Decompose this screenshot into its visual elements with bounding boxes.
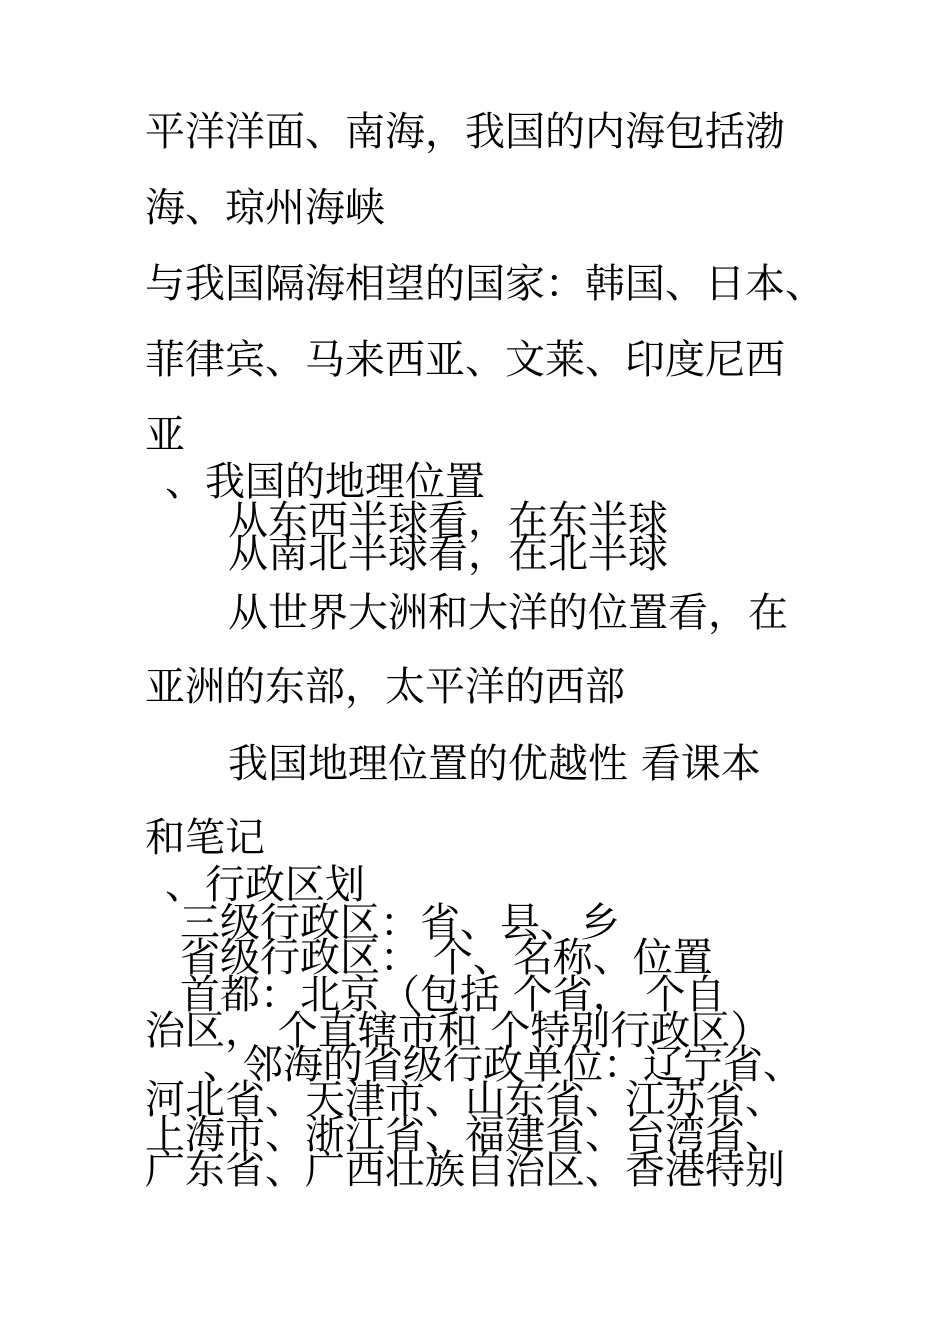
text-line-4: 菲律宾、马来西亚、文莱、印度尼西 xyxy=(145,337,785,383)
text-line-18: 、邻海的省级行政单位：辽宁省、 xyxy=(203,1042,803,1088)
text-line-8: 从南北半球看，在北半球 xyxy=(228,531,668,577)
text-line-21: 广东省、广西壮族自治区、香港特别 xyxy=(145,1147,785,1193)
text-line-9: 从世界大洲和大洋的位置看，在 xyxy=(228,590,788,636)
text-line-19: 河北省、天津市、山东省、江苏省、 xyxy=(145,1077,785,1123)
text-line-5: 亚 xyxy=(145,412,185,458)
text-line-2: 海、琼州海峡 xyxy=(145,185,385,231)
text-line-15: 省级行政区： 个、名称、位置 xyxy=(180,935,713,981)
section-heading-location: 、我国的地理位置 xyxy=(165,459,485,505)
text-line-20: 上海市、浙江省、福建省、台湾省、 xyxy=(145,1112,785,1158)
text-line-7: 从东西半球看，在东半球 xyxy=(228,498,668,544)
text-line-10: 亚洲的东部，太平洋的西部 xyxy=(145,664,625,710)
text-line-14: 三级行政区：省、县、乡 xyxy=(180,900,620,946)
section-heading-divisions: 、行政区划 xyxy=(165,862,365,908)
text-line-11: 我国地理位置的优越性 看课本 xyxy=(228,741,761,787)
text-line-12: 和笔记 xyxy=(145,815,265,861)
text-line-17: 治区， 个直辖市和 个特别行政区） xyxy=(145,1008,771,1054)
text-line-3: 与我国隔海相望的国家：韩国、日本、 xyxy=(145,261,825,307)
text-line-16: 首都：北京（包括 个省， 个自 xyxy=(180,972,726,1018)
text-line-1: 平洋洋面、南海，我国的内海包括渤 xyxy=(145,109,785,155)
